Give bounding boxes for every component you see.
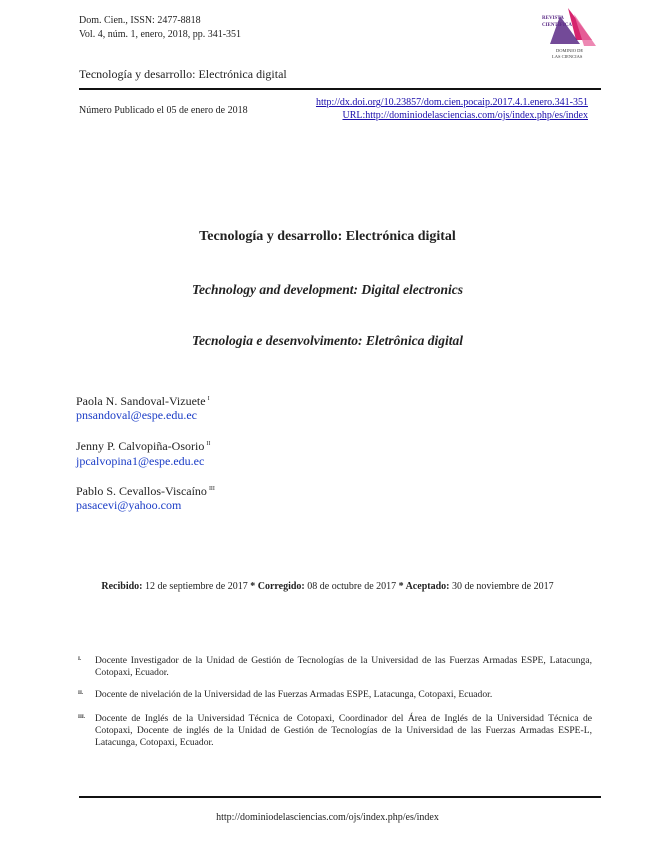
title-portuguese: Tecnologia e desenvolvimento: Eletrônica digital <box>192 333 463 348</box>
header-divider <box>79 88 601 90</box>
journal-issn: Dom. Cien., ISSN: 2477-8818 <box>79 15 201 26</box>
author-3-email[interactable]: pasacevi@yahoo.com <box>76 498 182 512</box>
author-3-mark: III <box>208 486 215 492</box>
footnote-3-number: III. <box>78 715 86 720</box>
author-1 <box>76 392 210 409</box>
logo-line-4: LAS CIENCIAS <box>552 54 583 59</box>
received-label: Recibido: <box>101 581 143 592</box>
author-2-mark: II <box>206 441 211 447</box>
running-title: Tecnología y desarrollo: Electrónica digital <box>79 67 287 81</box>
footnote-2-number: II. <box>78 691 84 696</box>
author-3-name: Pablo S. Cevallos-Viscaíno <box>76 484 207 498</box>
article-dates <box>0 581 655 592</box>
footnote-2-text: Docente de nivelación de la Universidad de las Fuerzas Armadas ESPE, Latacunga, Cotopaxi, Ecuador. <box>95 689 493 700</box>
footnote-1-number: I. <box>78 657 82 662</box>
corrected-date: 08 de octubre de 2017 <box>304 581 399 592</box>
journal-url-link[interactable]: URL:http://dominiodelasciencias.com/ojs/index.php/es/index <box>342 110 588 121</box>
accepted-date: 30 de noviembre de 2017 <box>449 581 554 592</box>
footnote-3-text: Docente de Inglés de la Universidad Técnica de Cotopaxi, Coordinador del Área de Inglés de la Universidad Técnica de Cotopaxi, Docente de inglés de la Unidad de Gestión de Tecnologías de la Universidad de las Fuerzas Armadas ESPE-L, Latacunga, Cotopaxi, Ecuador. <box>95 713 592 748</box>
footnote-1-text: Docente Investigador de la Unidad de Gestión de Tecnologías de la Universidad de las Fuerzas Armadas ESPE, Latacunga, Cotopaxi, Ecuador. <box>95 655 592 678</box>
logo-line-2: CIENTÍFICA <box>542 23 573 28</box>
footer-url-link[interactable]: http://dominiodelasciencias.com/ojs/index.php/es/index <box>216 812 439 823</box>
author-1-mark: I <box>207 396 210 402</box>
title-english: Technology and development: Digital electronics <box>192 282 463 297</box>
title-spanish: Tecnología y desarrollo: Electrónica digital <box>199 229 456 244</box>
author-3 <box>76 482 215 499</box>
author-1-email[interactable]: pnsandoval@espe.edu.ec <box>76 408 198 422</box>
logo-line-1: REVISTA <box>542 16 564 21</box>
published-date: Número Publicado el 05 de enero de 2018 <box>79 105 248 116</box>
received-date: 12 de septiembre de 2017 <box>142 581 251 592</box>
footer-divider <box>79 796 601 798</box>
doi-link[interactable]: http://dx.doi.org/10.23857/dom.cien.pocaip.2017.4.1.enero.341-351 <box>315 97 588 108</box>
journal-volume: Vol. 4, núm. 1, enero, 2018, pp. 341-351 <box>79 29 242 40</box>
corrected-label: * Corregido: <box>250 581 305 592</box>
author-1-name: Paola N. Sandoval-Vizuete <box>76 394 206 408</box>
accepted-label: * Aceptado: <box>398 581 450 592</box>
author-2-email[interactable]: jpcalvopina1@espe.edu.ec <box>76 454 205 468</box>
journal-logo <box>530 6 600 62</box>
author-2 <box>76 437 210 454</box>
author-2-name: Jenny P. Calvopiña-Osorio <box>76 439 205 453</box>
logo-line-3: DOMINIO DE <box>556 48 584 53</box>
